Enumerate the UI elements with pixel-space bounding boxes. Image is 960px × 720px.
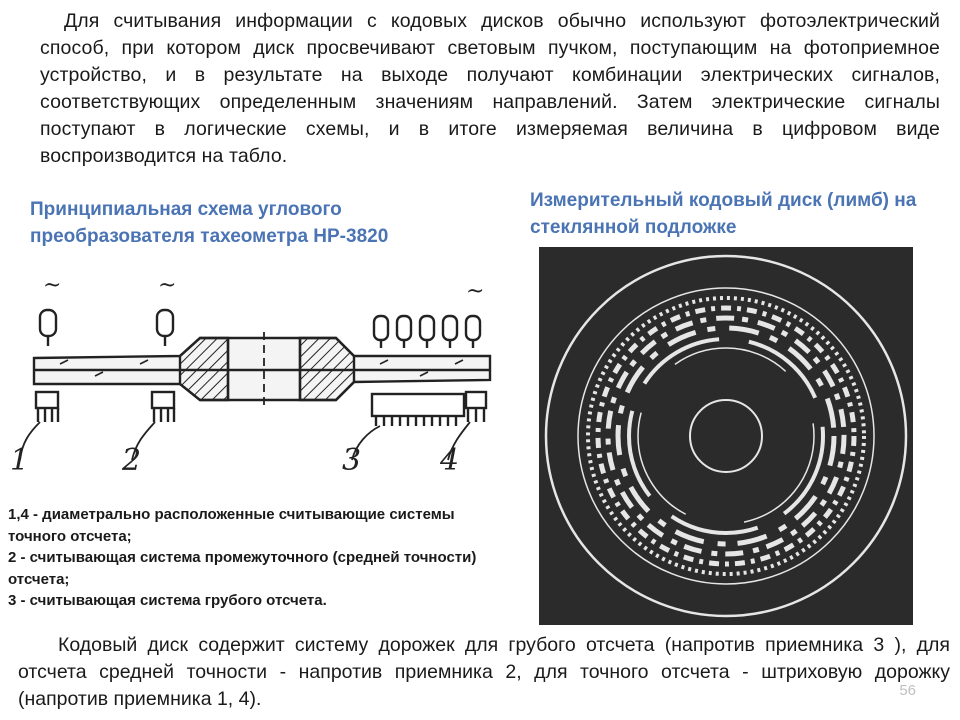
angular-converter-schematic bbox=[0, 272, 510, 477]
receiver-2 bbox=[152, 392, 174, 422]
label-2: 2 bbox=[122, 443, 142, 477]
receiver-1 bbox=[36, 392, 58, 422]
receiver-3 bbox=[372, 394, 464, 426]
label-1: 1 bbox=[10, 443, 30, 477]
receiver-4 bbox=[466, 392, 486, 422]
light-source-group-3 bbox=[374, 316, 480, 348]
schematic-legend bbox=[8, 504, 508, 612]
ac-symbol-2: ~ bbox=[158, 273, 177, 298]
disk-heading: Измерительный кодовый диск (лимб) на стеклянной подложке bbox=[530, 190, 917, 238]
legend-item-1-4: 1,4 - диаметрально расположенные считывающие системы точного отсчета; bbox=[8, 506, 455, 545]
ac-symbol-1: ~ bbox=[43, 273, 62, 298]
legend-item-2: 2 - считывающая система промежуточного (средней точности) отсчета; bbox=[8, 549, 477, 588]
ac-symbol-3: ~ bbox=[466, 279, 485, 304]
code-disk-image bbox=[539, 247, 913, 625]
light-source-1 bbox=[40, 310, 56, 346]
label-4: 4 bbox=[440, 443, 460, 477]
schematic-heading: Принципиальная схема углового преобразователя тахеометра НР-3820 bbox=[30, 199, 389, 247]
legend-item-3: 3 - считывающая система грубого отсчета. bbox=[8, 592, 327, 609]
outro-paragraph: Кодовый диск содержит систему дорожек для грубого отсчета (напротив приемника 3 ), для отсчета средней точности - напротив приемника 2, для точного отсчета - штриховую дорожку (напротив приемника 1, 4). bbox=[18, 634, 950, 710]
label-3: 3 bbox=[342, 443, 362, 477]
light-source-2 bbox=[157, 310, 173, 346]
intro-paragraph: Для считывания информации с кодовых дисков обычно используют фотоэлектрический способ, при котором диск просвечивают световым пучком, поступающим на фотоприемное устройство, и в результате на выходе получают комбинации электрических сигналов, соответствующих определенным значениям направлений. Затем электрические сигналы поступают в логические схемы, и в итоге измеряемая величина в цифровом виде воспроизводится на табло. bbox=[40, 10, 940, 167]
page-number: 56 bbox=[899, 682, 916, 699]
